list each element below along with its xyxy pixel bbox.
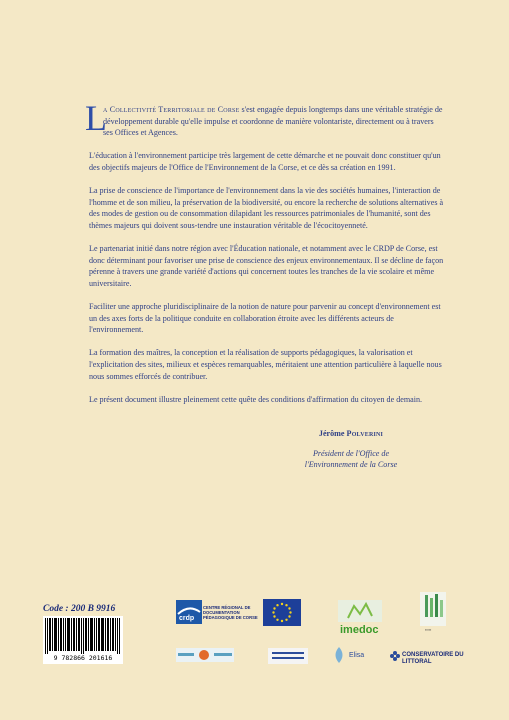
partner-logo-1 [176,648,234,662]
office-caption-icon: ▪▪▪▪▪ [425,628,432,632]
imedoc-label: imedoc [340,624,379,636]
paragraph-3: La prise de conscience de l'importance de l'environnement dans la vie des sociétés humaines, l'interaction de l'homme et de son milieu, la préservation de la biodiversité, ou encore la recherche de solutions alternatives à des modes de gestion ou de consommation dilapidant les ressources patrimoniales de l'humanité, sont des thèmes majeurs qui doivent sous-tendre une instauration véritable de l'écocitoyenneté. [89,186,444,230]
paragraph-7: Le présent document illustre pleinement cette quête des conditions d'affirmation du citoyen de demain. [89,394,423,404]
signatory-title-2: l'Environnement de la Corse [304,460,398,470]
barcode [43,616,123,664]
barcode-icon [45,618,121,654]
signatory-last-name: Polverini [346,429,384,438]
imedoc-logo [338,600,382,622]
elisa-label: Elisa [349,652,365,659]
partner-logo-2 [268,648,308,664]
paragraph-4: Le partenariat initié dans notre région avec l'Éducation nationale, et notamment avec le CRDP de Corse, est donc déterminant pour favoriser une prise de conscience des enjeux environnementaux. Il se décline de façon pérenne à travers une grande variété d'actions qui concernent toutes les tranches de la vie scolaire et même universitaire. [89,244,444,288]
crdp-logo [176,600,202,624]
preface-text [85,98,445,417]
signatory-name [256,428,446,440]
product-code: Code : 200 B 9916 [43,604,116,614]
drop-cap: L [85,98,107,138]
conservatoire-label: CONSERVATOIRE DU LITTORAL [402,652,464,665]
crdp-label: CENTRE RÉGIONAL DE DOCUMENTATION PÉDAGOGIQUE DE CORSE [203,605,258,620]
collectivite-name: a Collectivité Territoriale de Corse [103,105,240,114]
signatory-first-name: Jérôme [318,429,347,438]
office-environnement-logo [420,592,446,626]
signatory-title-1: Président de l'Office de [312,448,390,458]
paragraph-2: L'éducation à l'environnement participe très largement de cette démarche et ne pouvait donc constituer qu'un des objectifs majeurs de l'Office de l'Environnement de la Corse, et ce dès sa création en 1991. [89,151,441,172]
isbn-number: 9 782866 201616 [53,654,113,662]
eu-flag-icon [263,599,301,626]
paragraph-5: Faciliter une approche pluridisciplinaire de la notion de nature pour parvenir au concept d'environnement est un des axes forts de la politique conduite en collaboration étroite avec les différents acteurs de l'environnement. [89,302,441,335]
paragraph-1 [85,98,445,139]
paragraph-1-text: s'est engagée depuis longtemps dans une véritable stratégie de développement durable qu'elle impulse et coordonne de manière volontariste, directement ou à travers ses Offices et Agences. [103,105,443,138]
paragraph-6: La formation des maîtres, la conception et la réalisation de supports pédagogiques, la valorisation et l'explicitation des sites, milieux et espèces remarquables, méritaient une attention particulière à laquelle nous nous sommes efforcés de contribuer. [89,348,442,381]
elisa-logo [330,645,348,665]
svg-text:crdp: crdp [179,615,195,622]
signature-block [256,428,446,471]
flower-icon [390,651,400,661]
